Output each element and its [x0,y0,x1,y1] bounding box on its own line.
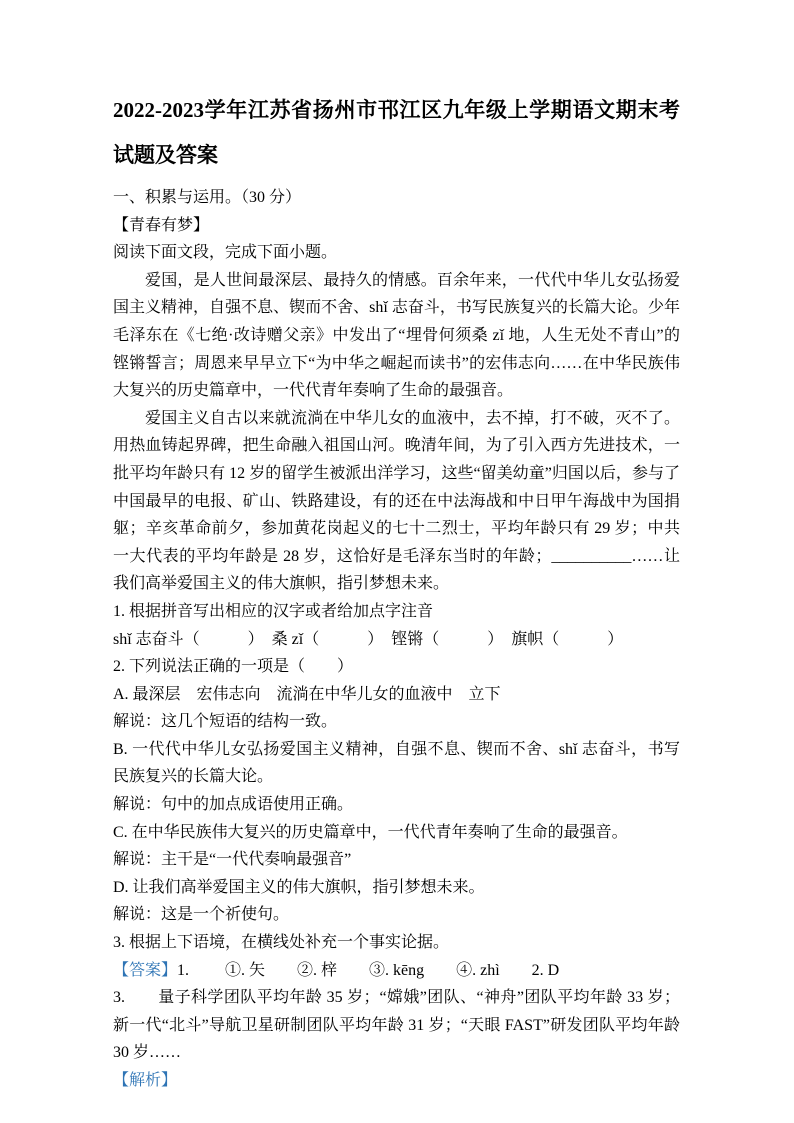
document-content [113,88,680,1095]
answer-3-text: 3. 量子科学团队平均年龄 35 岁；“嫦娥”团队、“神舟”团队平均年龄 33 岁；新一代“北斗”导航卫星研制团队平均年龄 31 岁；“天眼 FAST”研发团队平均年龄 30 岁…… [113,989,680,1062]
question-1: 1. 根据拼音写出相应的汉字或者给加点字注音 [113,602,434,620]
question-3: 3. 根据上下语境，在横线处补充一个事实论据。 [113,934,450,952]
passage-paragraph-1: 爱国，是人世间最深层、最持久的情感。百余年来，一代代中华儿女弘扬爱国主义精神，自强不息、锲而不舍、shǐ 志奋斗，书写民族复兴的长篇大论。少年毛泽东在《七绝·改诗赠父亲》中发出了“埋骨何须桑 zǐ 地，人生无处不青山”的铿锵誓言；周恩来早早立下“为中华之崛起而读书”的宏伟志向……在中华民族伟大复兴的历史篇章中，一代代青年奏响了生命的最强音。 [113,271,680,400]
answer-line [113,957,680,985]
passage-paragraph-2: 爱国主义自古以来就流淌在中华儿女的血液中，去不掉，打不破，灭不了。用热血铸起界碑，把生命融入祖国山河。晚清年间，为了引入西方先进技术，一批平均年龄只有 12 岁的留学生被派出洋学习，这些“留美幼童”归国以后，参与了中国最早的电报、矿山、铁路建设，有的还在中法海战和中日甲午海战中为国捐躯；辛亥革命前夕，参加黄花岗起义的七十二烈士，平均年龄只有 29 岁；中共一大代表的平均年龄是 28 岁，这恰好是毛泽东当时的年龄；__________……让我们高举爱国主义的伟大旗帜，指引梦想未来。 [113,409,680,593]
answer-label: 【答案】 [113,961,178,979]
question-2-option-b-note: 解说：句中的加点成语使用正确。 [113,796,354,814]
theme-label: 【青春有梦】 [113,216,210,234]
document-title: 2022-2023学年江苏省扬州市邗江区九年级上学期语文期末考试题及答案 [113,98,680,167]
section-heading: 一、积累与运用。（30 分） [113,189,302,206]
question-1-blanks: shǐ 志奋斗（ ） 桑 zǐ（ ） 铿锵（ ） 旗帜（ ） [113,630,624,648]
question-2-option-d-note: 解说：这是一个祈使句。 [113,906,290,924]
question-2-option-a: A. 最深层 宏伟志向 流淌在中华儿女的血液中 立下 [113,685,501,703]
question-2-option-b: B. 一代代中华儿女弘扬爱国主义精神，自强不息、锲而不舍、shǐ 志奋斗，书写民族复兴的长篇大论。 [113,740,680,786]
analysis-line [113,1067,680,1095]
analysis-label: 【解析】 [113,1072,178,1089]
reading-instruction: 阅读下面文段，完成下面小题。 [113,244,338,262]
question-2-option-c-note: 解说：主干是“一代代奏响最强音” [113,851,352,869]
question-2-option-c: C. 在中华民族伟大复兴的历史篇章中，一代代青年奏响了生命的最强音。 [113,823,628,841]
answer-1-2-text: 1. ①. 矢 ②. 梓 ③. kēng ④. zhì 2. D [177,961,560,979]
question-2: 2. 下列说法正确的一项是（ ） [113,658,354,676]
question-2-option-a-note: 解说：这几个短语的结构一致。 [113,713,338,731]
question-2-option-d: D. 让我们高举爱国主义的伟大旗帜，指引梦想未来。 [113,878,485,896]
